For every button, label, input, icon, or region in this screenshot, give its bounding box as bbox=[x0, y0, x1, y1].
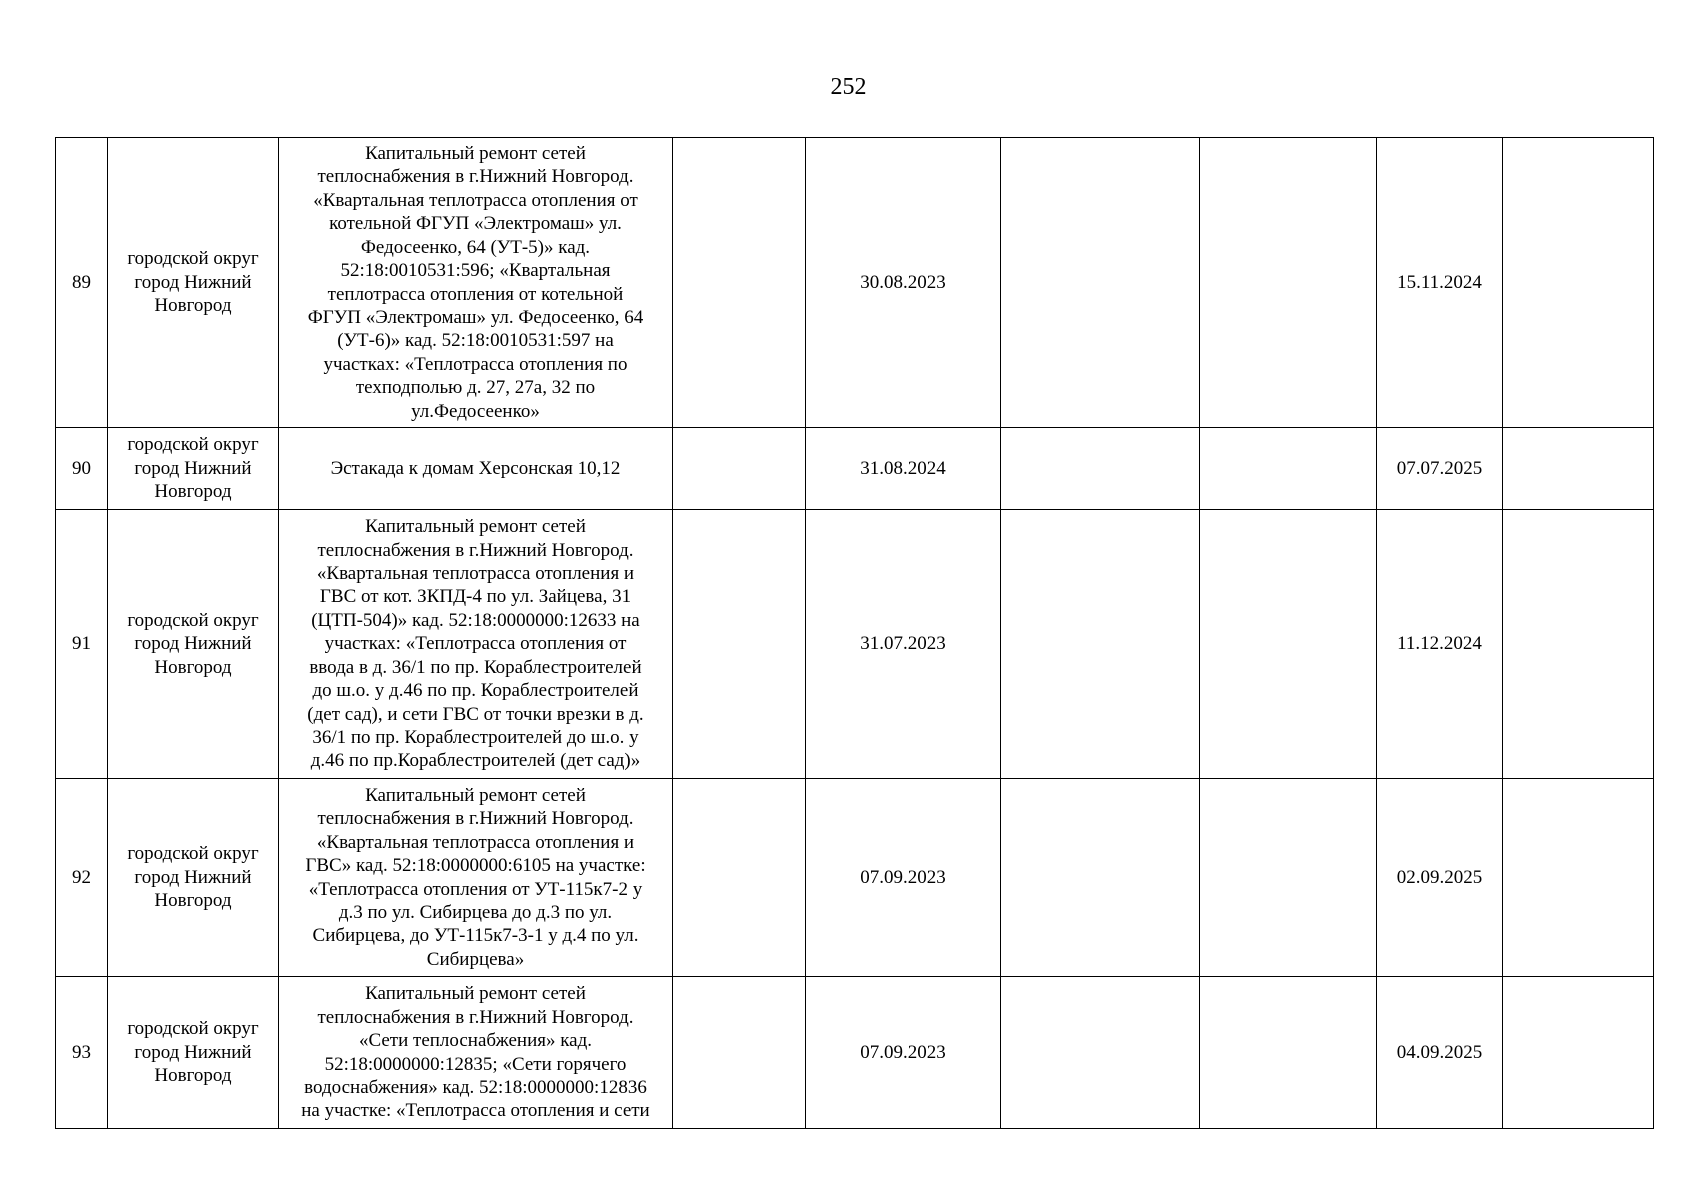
object-description-cell: Эстакада к домам Херсонская 10,12 bbox=[279, 428, 673, 510]
municipality-cell: городской округ город Нижний Новгород bbox=[108, 779, 279, 977]
object-description-cell: Капитальный ремонт сетей теплоснабжения в г.Нижний Новгород. «Квартальная теплотрасса отопления и ГВС от кот. ЗКПД-4 по ул. Зайцева, 31 (ЦТП-504)» кад. 52:18:0000000:12633 на участках: «Теплотрасса отопления от ввода в д. 36/1 по пр. Кораблестроителей до ш.о. у д.46 по пр. Кораблестроителей (дет сад), и сети ГВС от точки врезки в д. 36/1 по пр. Кораблестроителей до ш.о. у д.46 по пр.Кораблестроителей (дет сад)» bbox=[279, 510, 673, 779]
empty-cell bbox=[673, 138, 806, 428]
table-row bbox=[56, 510, 1654, 779]
object-description-cell: Капитальный ремонт сетей теплоснабжения в г.Нижний Новгород. «Квартальная теплотрасса отопления от котельной ФГУП «Электромаш» ул. Федосеенко, 64 (УТ-5)» кад. 52:18:0010531:596; «Квартальная теплотрасса отопления от котельной ФГУП «Электромаш» ул. Федосеенко, 64 (УТ-6)» кад. 52:18:0010531:597 на участках: «Теплотрасса отопления по техподполью д. 27, 27а, 32 по ул.Федосеенко» bbox=[279, 138, 673, 428]
row-number: 93 bbox=[56, 977, 108, 1129]
row-number: 91 bbox=[56, 510, 108, 779]
end-date-cell: 11.12.2024 bbox=[1377, 510, 1503, 779]
page-number: 252 bbox=[830, 74, 867, 100]
empty-cell bbox=[1503, 977, 1654, 1129]
table-row bbox=[56, 138, 1654, 428]
empty-cell bbox=[1200, 138, 1377, 428]
empty-cell bbox=[1200, 779, 1377, 977]
municipality-cell: городской округ город Нижний Новгород bbox=[108, 428, 279, 510]
empty-cell bbox=[1200, 510, 1377, 779]
empty-cell bbox=[1001, 428, 1200, 510]
empty-cell bbox=[673, 977, 806, 1129]
empty-cell bbox=[1001, 510, 1200, 779]
start-date-cell: 07.09.2023 bbox=[806, 779, 1001, 977]
row-number: 89 bbox=[56, 138, 108, 428]
empty-cell bbox=[1200, 977, 1377, 1129]
municipality-cell: городской округ город Нижний Новгород bbox=[108, 977, 279, 1129]
empty-cell bbox=[673, 428, 806, 510]
empty-cell bbox=[1503, 428, 1654, 510]
table-row bbox=[56, 977, 1654, 1129]
empty-cell bbox=[1200, 428, 1377, 510]
start-date-cell: 07.09.2023 bbox=[806, 977, 1001, 1129]
registry-table bbox=[55, 137, 1654, 1129]
empty-cell bbox=[1001, 779, 1200, 977]
row-number: 90 bbox=[56, 428, 108, 510]
empty-cell bbox=[1001, 138, 1200, 428]
table-row bbox=[56, 428, 1654, 510]
object-description-cell: Капитальный ремонт сетей теплоснабжения в г.Нижний Новгород. «Квартальная теплотрасса отопления и ГВС» кад. 52:18:0000000:6105 на участке: «Теплотрасса отопления от УТ-115к7-2 у д.3 по ул. Сибирцева до д.3 по ул. Сибирцева, до УТ-115к7-3-1 у д.4 по ул. Сибирцева» bbox=[279, 779, 673, 977]
empty-cell bbox=[1001, 977, 1200, 1129]
municipality-cell: городской округ город Нижний Новгород bbox=[108, 138, 279, 428]
empty-cell bbox=[1503, 138, 1654, 428]
start-date-cell: 30.08.2023 bbox=[806, 138, 1001, 428]
empty-cell bbox=[673, 510, 806, 779]
empty-cell bbox=[1503, 779, 1654, 977]
object-description-cell: Капитальный ремонт сетей теплоснабжения в г.Нижний Новгород. «Сети теплоснабжения» кад. 52:18:0000000:12835; «Сети горячего водоснабжения» кад. 52:18:0000000:12836 на участке: «Теплотрасса отопления и сети bbox=[279, 977, 673, 1129]
table-row bbox=[56, 779, 1654, 977]
start-date-cell: 31.07.2023 bbox=[806, 510, 1001, 779]
row-number: 92 bbox=[56, 779, 108, 977]
end-date-cell: 15.11.2024 bbox=[1377, 138, 1503, 428]
municipality-cell: городской округ город Нижний Новгород bbox=[108, 510, 279, 779]
end-date-cell: 02.09.2025 bbox=[1377, 779, 1503, 977]
end-date-cell: 07.07.2025 bbox=[1377, 428, 1503, 510]
start-date-cell: 31.08.2024 bbox=[806, 428, 1001, 510]
empty-cell bbox=[673, 779, 806, 977]
end-date-cell: 04.09.2025 bbox=[1377, 977, 1503, 1129]
empty-cell bbox=[1503, 510, 1654, 779]
